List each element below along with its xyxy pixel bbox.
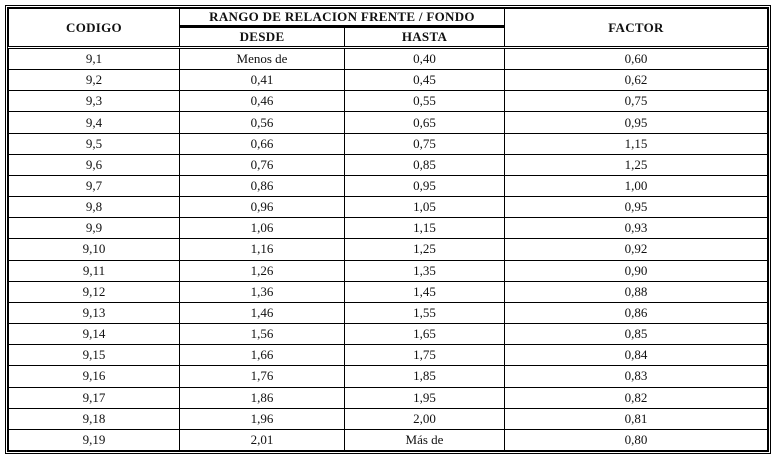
table-row [9,154,768,175]
cell-codigo: 9,19 [9,429,180,450]
cell-hasta: 2,00 [345,408,505,429]
cell-codigo: 9,3 [9,91,180,112]
table-header [9,9,768,48]
table-row [9,70,768,91]
cell-hasta: 0,85 [345,154,505,175]
cell-desde: 1,66 [180,345,345,366]
cell-codigo: 9,15 [9,345,180,366]
cell-codigo: 9,10 [9,239,180,260]
cell-desde: 2,01 [180,429,345,450]
table-row [9,239,768,260]
cell-desde: 1,06 [180,218,345,239]
cell-desde: 1,16 [180,239,345,260]
cell-codigo: 9,6 [9,154,180,175]
cell-hasta: 1,35 [345,260,505,281]
cell-factor: 0,85 [505,324,768,345]
cell-factor: 0,75 [505,91,768,112]
cell-desde: 1,86 [180,387,345,408]
cell-codigo: 9,11 [9,260,180,281]
table-row [9,218,768,239]
cell-factor: 0,80 [505,429,768,450]
table-row [9,91,768,112]
cell-desde: 0,76 [180,154,345,175]
table-row [9,281,768,302]
cell-desde: 1,76 [180,366,345,387]
table-row [9,387,768,408]
table-row [9,112,768,133]
cell-desde: 0,96 [180,197,345,218]
cell-desde: Menos de [180,48,345,70]
table-row [9,429,768,450]
cell-factor: 1,25 [505,154,768,175]
cell-desde: 1,46 [180,302,345,323]
cell-desde: 0,66 [180,133,345,154]
cell-desde: 1,96 [180,408,345,429]
cell-factor: 0,81 [505,408,768,429]
cell-codigo: 9,7 [9,175,180,196]
cell-codigo: 9,16 [9,366,180,387]
table-row [9,366,768,387]
cell-hasta: 1,65 [345,324,505,345]
cell-factor: 0,92 [505,239,768,260]
table-row [9,302,768,323]
cell-factor: 0,62 [505,70,768,91]
cell-codigo: 9,2 [9,70,180,91]
table-frame [5,5,771,454]
cell-desde: 1,56 [180,324,345,345]
cell-codigo: 9,17 [9,387,180,408]
cell-hasta: 0,65 [345,112,505,133]
cell-factor: 0,84 [505,345,768,366]
table-row [9,197,768,218]
cell-factor: 0,95 [505,197,768,218]
cell-factor: 1,15 [505,133,768,154]
cell-desde: 1,26 [180,260,345,281]
header-desde: DESDE [180,27,345,48]
cell-factor: 0,82 [505,387,768,408]
cell-desde: 1,36 [180,281,345,302]
table-row [9,260,768,281]
cell-factor: 0,60 [505,48,768,70]
cell-factor: 0,86 [505,302,768,323]
cell-factor: 1,00 [505,175,768,196]
cell-hasta: 1,55 [345,302,505,323]
cell-codigo: 9,14 [9,324,180,345]
table-row [9,345,768,366]
cell-codigo: 9,13 [9,302,180,323]
cell-hasta: 1,45 [345,281,505,302]
cell-codigo: 9,18 [9,408,180,429]
cell-hasta: 1,95 [345,387,505,408]
cell-hasta: Más de [345,429,505,450]
cell-desde: 0,86 [180,175,345,196]
table-row [9,175,768,196]
cell-hasta: 1,15 [345,218,505,239]
cell-desde: 0,56 [180,112,345,133]
cell-codigo: 9,4 [9,112,180,133]
cell-codigo: 9,1 [9,48,180,70]
cell-hasta: 1,75 [345,345,505,366]
table-body [9,48,768,451]
cell-codigo: 9,12 [9,281,180,302]
cell-hasta: 1,05 [345,197,505,218]
cell-codigo: 9,9 [9,218,180,239]
table-row [9,324,768,345]
table-row [9,48,768,70]
cell-hasta: 1,25 [345,239,505,260]
table-row [9,133,768,154]
cell-factor: 0,95 [505,112,768,133]
cell-hasta: 0,95 [345,175,505,196]
cell-hasta: 0,40 [345,48,505,70]
table-row [9,408,768,429]
cell-factor: 0,90 [505,260,768,281]
cell-hasta: 1,85 [345,366,505,387]
header-factor: FACTOR [505,9,768,48]
cell-hasta: 0,45 [345,70,505,91]
cell-factor: 0,88 [505,281,768,302]
header-hasta: HASTA [345,27,505,48]
header-rango: RANGO DE RELACION FRENTE / FONDO [180,9,505,27]
cell-desde: 0,41 [180,70,345,91]
cell-hasta: 0,55 [345,91,505,112]
cell-codigo: 9,8 [9,197,180,218]
cell-codigo: 9,5 [9,133,180,154]
header-codigo: CODIGO [9,9,180,48]
cell-desde: 0,46 [180,91,345,112]
factor-table [8,8,768,451]
cell-hasta: 0,75 [345,133,505,154]
cell-factor: 0,83 [505,366,768,387]
cell-factor: 0,93 [505,218,768,239]
